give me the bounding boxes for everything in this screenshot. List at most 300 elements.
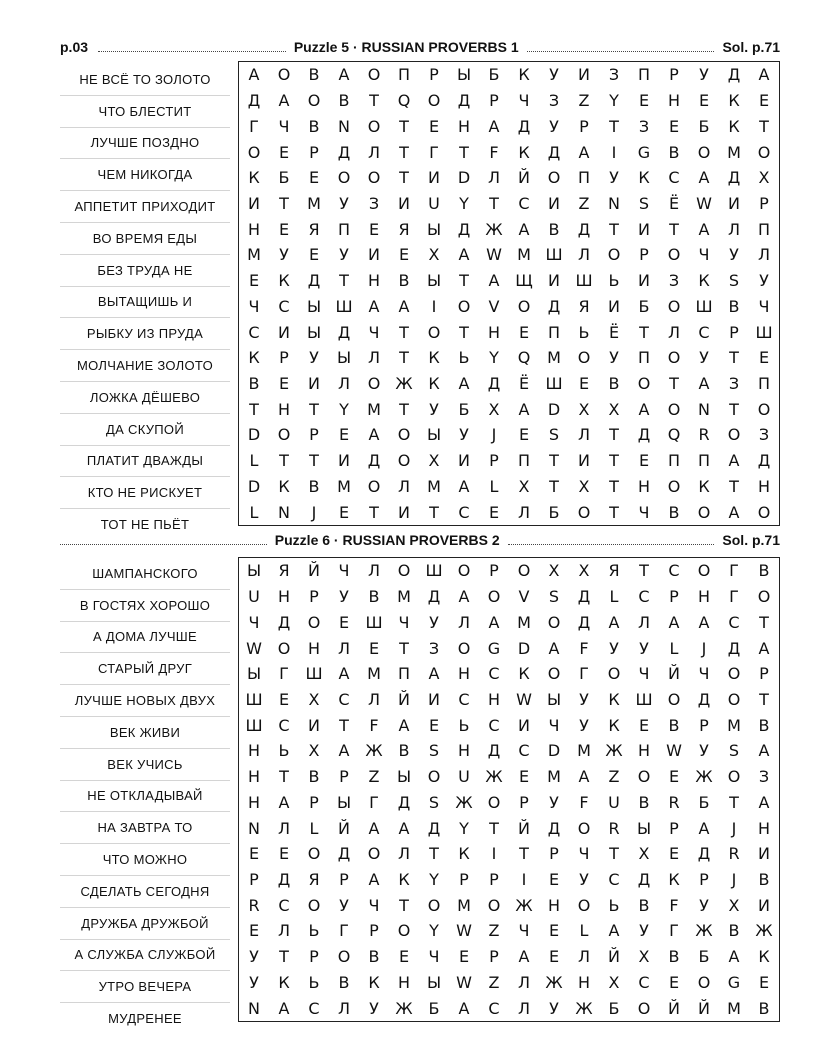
- grid-letter: Х: [758, 168, 770, 188]
- grid-letter: Х: [518, 476, 530, 496]
- grid-letter: Т: [399, 322, 409, 342]
- grid-letter: Е: [278, 374, 290, 394]
- grid-letter: О: [607, 245, 621, 265]
- grid-letter: Ё: [668, 193, 680, 213]
- grid-letter: Е: [278, 219, 290, 239]
- grid-letter: А: [488, 116, 500, 136]
- grid-letter: У: [549, 65, 559, 85]
- grid-letter: В: [308, 116, 320, 136]
- grid-letter: Е: [368, 638, 380, 658]
- grid-letter: Р: [669, 587, 679, 607]
- grid-letter: D: [247, 476, 261, 496]
- grid-letter: У: [279, 245, 289, 265]
- grid-letter: Т: [729, 792, 739, 812]
- grid-letter: У: [309, 348, 319, 368]
- grid-letter: К: [728, 116, 740, 136]
- grid-letter: Y: [459, 818, 469, 838]
- grid-letter: Ш: [245, 715, 263, 735]
- grid-letter: П: [577, 168, 591, 188]
- grid-letter: U: [608, 792, 620, 812]
- grid-letter: В: [338, 91, 350, 111]
- grid-letter: Т: [759, 689, 769, 709]
- grid-letter: У: [699, 348, 709, 368]
- grid-letter: Т: [429, 502, 439, 522]
- grid-letter: Ы: [396, 767, 412, 787]
- grid-letter: Е: [398, 245, 410, 265]
- grid-letter: Л: [577, 947, 591, 967]
- grid-letter: О: [547, 612, 561, 632]
- grid-letter: В: [608, 374, 620, 394]
- grid-letter: Y: [429, 921, 439, 941]
- word-list-item: БЕЗ ТРУДА НЕ: [60, 255, 230, 287]
- grid-letter: Р: [639, 245, 649, 265]
- grid-letter: Й: [518, 818, 530, 838]
- grid-letter: П: [397, 65, 411, 85]
- grid-letter: Т: [609, 476, 619, 496]
- grid-letter: А: [368, 870, 380, 890]
- grid-letter: W: [516, 689, 532, 709]
- grid-letter: F: [369, 715, 379, 735]
- grid-letter: О: [487, 587, 501, 607]
- grid-letter: Р: [519, 792, 529, 812]
- grid-letter: Б: [428, 998, 440, 1018]
- grid-letter: Й: [338, 818, 350, 838]
- grid-letter: Е: [428, 116, 440, 136]
- grid-letter: F: [579, 792, 589, 812]
- grid-letter: Р: [309, 425, 319, 445]
- grid-letter: И: [608, 296, 620, 316]
- grid-letter: Р: [309, 587, 319, 607]
- grid-letter: А: [728, 451, 740, 471]
- grid-letter: Т: [609, 451, 619, 471]
- grid-letter: О: [727, 664, 741, 684]
- grid-letter: К: [428, 374, 440, 394]
- grid-letter: Н: [457, 116, 471, 136]
- grid-letter: Ч: [278, 116, 290, 136]
- grid-letter: С: [608, 870, 620, 890]
- grid-letter: Ш: [545, 374, 563, 394]
- grid-letter: О: [367, 844, 381, 864]
- grid-letter: Я: [308, 870, 320, 890]
- grid-letter: У: [639, 638, 649, 658]
- grid-letter: С: [638, 972, 650, 992]
- grid-letter: О: [667, 296, 681, 316]
- grid-letter: О: [487, 792, 501, 812]
- grid-letter: И: [758, 895, 770, 915]
- grid-letter: У: [609, 348, 619, 368]
- grid-letter: Т: [369, 91, 379, 111]
- word-list-item: ПЛАТИТ ДВАЖДЫ: [60, 446, 230, 478]
- grid-letter: Д: [727, 65, 741, 85]
- word-list-item: ДА СКУПОЙ: [60, 414, 230, 446]
- grid-letter: Т: [609, 219, 619, 239]
- grid-letter: К: [368, 972, 380, 992]
- grid-letter: Ь: [278, 741, 290, 761]
- grid-letter: Й: [698, 998, 710, 1018]
- grid-letter: Ч: [398, 612, 410, 632]
- grid-letter: Ч: [368, 895, 380, 915]
- grid-letter: Н: [637, 476, 651, 496]
- grid-letter: Б: [278, 168, 290, 188]
- grid-letter: Ж: [485, 219, 503, 239]
- grid-letter: Е: [548, 947, 560, 967]
- grid-letter: С: [458, 502, 470, 522]
- grid-letter: Т: [279, 947, 289, 967]
- grid-letter: Т: [759, 612, 769, 632]
- grid-letter: Ы: [426, 271, 442, 291]
- word-list-item: СДЕЛАТЬ СЕГОДНЯ: [60, 876, 230, 908]
- grid-letter: R: [608, 818, 620, 838]
- grid-letter: Л: [397, 844, 411, 864]
- grid-letter: М: [727, 998, 741, 1018]
- grid-letter: Х: [308, 741, 320, 761]
- grid-letter: U: [458, 767, 470, 787]
- grid-letter: S: [548, 587, 560, 607]
- grid-letter: Z: [368, 767, 380, 787]
- grid-letter: Т: [489, 193, 499, 213]
- grid-letter: Y: [609, 91, 619, 111]
- solution-page: Sol. p.71: [722, 39, 781, 55]
- grid-letter: О: [307, 612, 321, 632]
- grid-letter: Д: [457, 91, 471, 111]
- grid-letter: О: [367, 65, 381, 85]
- grid-letter: Z: [578, 91, 590, 111]
- grid-letter: С: [728, 612, 740, 632]
- grid-letter: Ь: [608, 271, 620, 291]
- grid-letter: Ы: [246, 561, 262, 581]
- grid-letter: М: [427, 476, 441, 496]
- grid-letter: А: [728, 947, 740, 967]
- grid-letter: Ч: [638, 664, 650, 684]
- grid-letter: Ы: [336, 792, 352, 812]
- grid-letter: Е: [638, 715, 650, 735]
- grid-letter: Д: [487, 741, 501, 761]
- grid-letter: В: [398, 741, 410, 761]
- grid-letter: N: [338, 116, 350, 136]
- grid-letter: Я: [308, 219, 320, 239]
- grid-letter: Й: [308, 561, 320, 581]
- grid-letter: У: [549, 116, 559, 136]
- grid-letter: Х: [578, 561, 590, 581]
- grid-letter: О: [397, 451, 411, 471]
- grid-letter: Ы: [636, 818, 652, 838]
- grid-letter: Ж: [485, 767, 503, 787]
- grid-letter: N: [248, 818, 260, 838]
- grid-letter: Л: [367, 142, 381, 162]
- grid-letter: Л: [367, 689, 381, 709]
- grid-letter: О: [667, 245, 681, 265]
- grid-letter: О: [517, 296, 531, 316]
- grid-letter: А: [518, 947, 530, 967]
- grid-letter: W: [486, 245, 502, 265]
- word-list-item: МУДРЕНЕЕ: [108, 1011, 182, 1027]
- grid-letter: Ч: [698, 245, 710, 265]
- grid-letter: Ж: [605, 741, 623, 761]
- grid-letter: И: [638, 219, 650, 239]
- grid-letter: F: [489, 142, 499, 162]
- grid-letter: Ш: [755, 322, 773, 342]
- grid-letter: Ш: [635, 689, 653, 709]
- grid-letter: Е: [458, 947, 470, 967]
- grid-letter: Т: [459, 142, 469, 162]
- grid-letter: М: [367, 664, 381, 684]
- grid-letter: Х: [638, 947, 650, 967]
- grid-letter: Ш: [305, 664, 323, 684]
- grid-letter: У: [759, 271, 769, 291]
- grid-letter: О: [697, 972, 711, 992]
- grid-letter: М: [547, 348, 561, 368]
- grid-letter: Р: [579, 116, 589, 136]
- dotted-leader: [60, 544, 267, 545]
- grid-letter: О: [427, 322, 441, 342]
- grid-letter: Е: [398, 947, 410, 967]
- grid-letter: П: [337, 219, 351, 239]
- grid-letter: Т: [609, 425, 619, 445]
- word-list-item: КТО НЕ РИСКУЕТ: [60, 477, 230, 509]
- word-list-item: ЧЕМ НИКОГДА: [60, 159, 230, 191]
- grid-letter: И: [638, 271, 650, 291]
- grid-letter: Т: [279, 451, 289, 471]
- grid-letter: Р: [459, 870, 469, 890]
- grid-letter: М: [727, 142, 741, 162]
- grid-letter: Д: [337, 322, 351, 342]
- grid-letter: У: [699, 741, 709, 761]
- grid-letter: Е: [518, 322, 530, 342]
- grid-letter: А: [638, 399, 650, 419]
- grid-letter: О: [547, 664, 561, 684]
- grid-letter: А: [518, 219, 530, 239]
- grid-letter: З: [668, 271, 680, 291]
- grid-letter: Н: [247, 741, 261, 761]
- grid-letter: Т: [549, 476, 559, 496]
- grid-letter: О: [637, 998, 651, 1018]
- grid-letter: П: [547, 322, 561, 342]
- grid-letter: Ш: [335, 296, 353, 316]
- grid-letter: Я: [398, 219, 410, 239]
- grid-letter: Н: [307, 638, 321, 658]
- grid-letter: О: [727, 689, 741, 709]
- grid-letter: Ч: [698, 664, 710, 684]
- grid-letter: Н: [247, 767, 261, 787]
- grid-letter: Г: [429, 142, 439, 162]
- grid-letter: Ё: [518, 374, 530, 394]
- grid-letter: Ы: [456, 65, 472, 85]
- grid-letter: О: [757, 399, 771, 419]
- grid-letter: Q: [667, 425, 681, 445]
- puzzle-6-letter-grid: [238, 557, 780, 1022]
- grid-letter: О: [517, 561, 531, 581]
- grid-letter: B: [638, 792, 650, 812]
- grid-letter: Е: [278, 844, 290, 864]
- grid-letter: С: [488, 715, 500, 735]
- grid-letter: Z: [608, 767, 620, 787]
- grid-letter: О: [427, 91, 441, 111]
- grid-letter: Л: [277, 921, 291, 941]
- grid-letter: Ы: [426, 972, 442, 992]
- word-list-item: ДРУЖБА ДРУЖБОЙ: [60, 908, 230, 940]
- grid-letter: Е: [278, 689, 290, 709]
- grid-letter: З: [368, 193, 380, 213]
- grid-letter: Х: [578, 476, 590, 496]
- grid-letter: К: [518, 664, 530, 684]
- grid-letter: Ш: [245, 689, 263, 709]
- grid-letter: У: [339, 895, 349, 915]
- grid-letter: Е: [518, 425, 530, 445]
- grid-letter: Е: [338, 502, 350, 522]
- grid-letter: О: [637, 767, 651, 787]
- grid-letter: Ш: [365, 612, 383, 632]
- grid-letter: И: [758, 844, 770, 864]
- grid-letter: О: [577, 502, 591, 522]
- grid-letter: Y: [489, 348, 499, 368]
- grid-letter: I: [431, 296, 437, 316]
- grid-letter: З: [608, 65, 620, 85]
- grid-letter: W: [696, 193, 712, 213]
- grid-letter: Е: [668, 844, 680, 864]
- grid-letter: А: [698, 612, 710, 632]
- grid-letter: Л: [277, 818, 291, 838]
- grid-letter: О: [697, 142, 711, 162]
- grid-letter: Е: [248, 271, 260, 291]
- grid-letter: Г: [579, 664, 589, 684]
- grid-letter: Д: [727, 638, 741, 658]
- grid-letter: Ё: [608, 322, 620, 342]
- grid-letter: О: [457, 296, 471, 316]
- grid-letter: Z: [488, 921, 500, 941]
- grid-letter: Д: [637, 425, 651, 445]
- grid-letter: М: [517, 612, 531, 632]
- grid-letter: У: [579, 870, 589, 890]
- puzzle-title: Puzzle 6 · RUSSIAN PROVERBS 2: [274, 532, 500, 548]
- grid-letter: Д: [427, 587, 441, 607]
- grid-letter: Л: [337, 998, 351, 1018]
- grid-letter: R: [668, 792, 680, 812]
- grid-letter: Ж: [575, 998, 593, 1018]
- grid-letter: У: [699, 895, 709, 915]
- grid-letter: S: [638, 193, 650, 213]
- grid-letter: С: [488, 664, 500, 684]
- grid-letter: Т: [399, 116, 409, 136]
- grid-letter: К: [608, 715, 620, 735]
- grid-letter: Л: [517, 502, 531, 522]
- grid-letter: G: [727, 972, 741, 992]
- grid-letter: У: [639, 921, 649, 941]
- grid-letter: Г: [279, 664, 289, 684]
- grid-letter: L: [309, 818, 319, 838]
- grid-letter: Ч: [758, 296, 770, 316]
- grid-letter: Г: [669, 921, 679, 941]
- grid-letter: И: [548, 193, 560, 213]
- grid-letter: Е: [698, 91, 710, 111]
- grid-letter: П: [637, 348, 651, 368]
- puzzle-6-word-list: [60, 558, 230, 1034]
- grid-letter: О: [577, 895, 591, 915]
- grid-letter: Ч: [548, 715, 560, 735]
- grid-letter: Е: [548, 921, 560, 941]
- grid-letter: В: [638, 895, 650, 915]
- puzzle-5-word-list: [60, 64, 230, 540]
- grid-letter: О: [307, 91, 321, 111]
- grid-letter: М: [727, 715, 741, 735]
- grid-letter: В: [758, 715, 770, 735]
- word-list-item: ЧТО МОЖНО: [60, 844, 230, 876]
- grid-letter: Я: [278, 561, 290, 581]
- grid-letter: В: [308, 767, 320, 787]
- grid-letter: К: [248, 168, 260, 188]
- grid-letter: О: [757, 142, 771, 162]
- grid-letter: Е: [758, 91, 770, 111]
- grid-letter: О: [367, 374, 381, 394]
- grid-letter: Р: [489, 870, 499, 890]
- grid-letter: У: [339, 587, 349, 607]
- grid-letter: У: [729, 245, 739, 265]
- grid-letter: А: [698, 219, 710, 239]
- grid-letter: Т: [639, 561, 649, 581]
- grid-letter: О: [637, 374, 651, 394]
- grid-letter: Т: [399, 638, 409, 658]
- grid-letter: Т: [459, 322, 469, 342]
- grid-letter: А: [278, 998, 290, 1018]
- grid-letter: L: [669, 638, 679, 658]
- grid-letter: Х: [308, 689, 320, 709]
- grid-letter: Ш: [425, 561, 443, 581]
- grid-letter: Y: [459, 193, 469, 213]
- grid-letter: Ь: [458, 348, 470, 368]
- grid-letter: Т: [339, 271, 349, 291]
- grid-letter: Е: [368, 219, 380, 239]
- grid-letter: У: [579, 715, 589, 735]
- grid-letter: А: [278, 91, 290, 111]
- grid-letter: J: [491, 425, 497, 445]
- grid-letter: Ы: [306, 296, 322, 316]
- grid-letter: Ч: [638, 502, 650, 522]
- grid-letter: Н: [487, 689, 501, 709]
- grid-letter: А: [368, 425, 380, 445]
- grid-letter: Р: [309, 947, 319, 967]
- grid-letter: О: [427, 767, 441, 787]
- grid-letter: Л: [367, 348, 381, 368]
- grid-letter: В: [668, 502, 680, 522]
- grid-letter: С: [518, 193, 530, 213]
- grid-letter: М: [307, 193, 321, 213]
- grid-letter: М: [577, 741, 591, 761]
- word-list-item: УТРО ВЕЧЕРА: [60, 971, 230, 1003]
- word-list-item: МОЛЧАНИЕ ЗОЛОТО: [60, 350, 230, 382]
- word-list-item: А СЛУЖБА СЛУЖБОЙ: [60, 940, 230, 972]
- grid-letter: S: [548, 425, 560, 445]
- grid-letter: Т: [549, 451, 559, 471]
- grid-letter: Л: [457, 612, 471, 632]
- grid-letter: А: [458, 245, 470, 265]
- grid-letter: D: [547, 741, 561, 761]
- grid-letter: З: [548, 91, 560, 111]
- grid-letter: Д: [547, 142, 561, 162]
- word-list-item: РЫБКУ ИЗ ПРУДА: [60, 318, 230, 350]
- grid-letter: Ж: [695, 767, 713, 787]
- grid-letter: О: [667, 348, 681, 368]
- grid-letter: Т: [279, 767, 289, 787]
- grid-letter: О: [397, 425, 411, 445]
- grid-letter: Т: [249, 399, 259, 419]
- grid-letter: Р: [669, 65, 679, 85]
- grid-letter: Т: [459, 271, 469, 291]
- grid-letter: Р: [489, 451, 499, 471]
- grid-letter: В: [548, 219, 560, 239]
- grid-letter: Б: [698, 116, 710, 136]
- grid-letter: Ы: [546, 689, 562, 709]
- grid-letter: З: [758, 425, 770, 445]
- grid-letter: Е: [638, 91, 650, 111]
